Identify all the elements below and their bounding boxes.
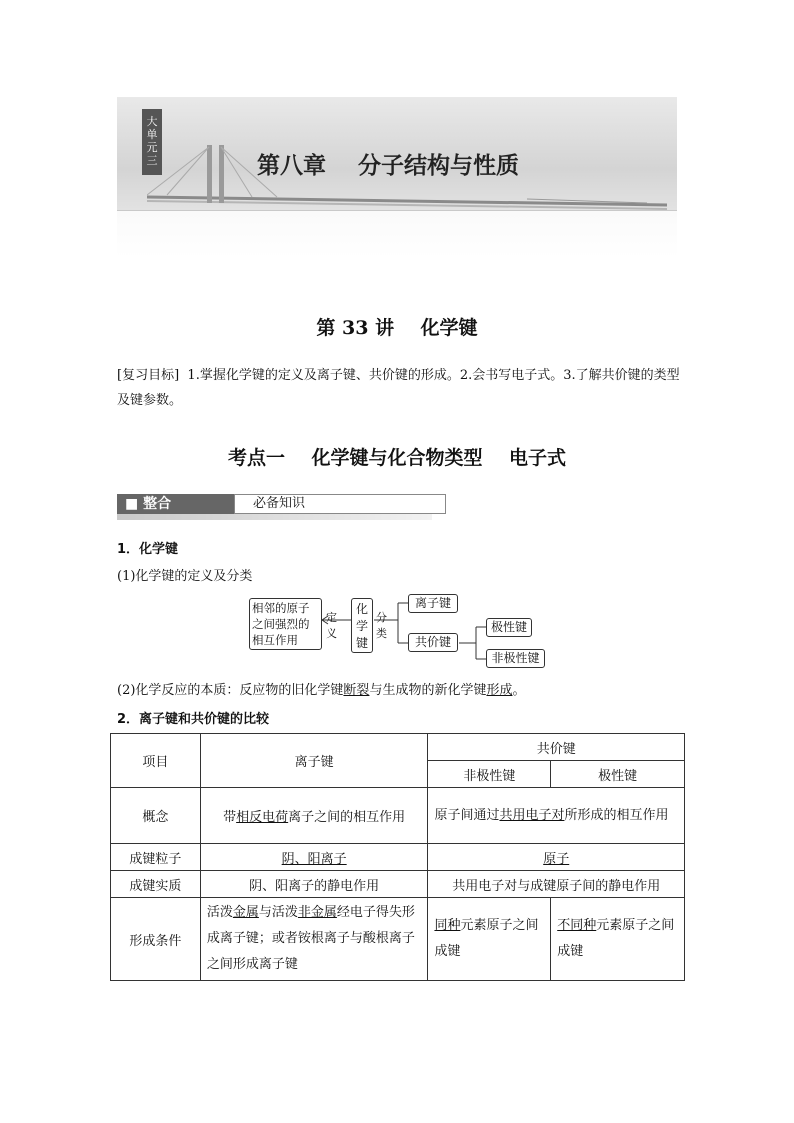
cond-ionic-a: 活泼 <box>206 905 233 920</box>
cond-ionic-b: 与活泼 <box>258 905 298 920</box>
section-shade <box>117 514 432 520</box>
cond-polar-u: 不同种 <box>557 918 597 933</box>
heading-comparison: 2．离子键和共价键的比较 <box>117 712 270 727</box>
concept-cov-pre: 原子间通过 <box>434 807 500 823</box>
unit-tag: 大单元三 <box>142 109 162 175</box>
heading-chemical-bond: 1．化学键 <box>117 542 179 557</box>
objective-text: 1.掌握化学键的定义及离子键、共价键的形成。2.会书写电子式。3.了解共价键的类型及键参数。 <box>117 368 680 408</box>
concept-covalent <box>428 788 685 844</box>
header-covalent: 共价键 <box>428 734 685 761</box>
lecture-title: 第 33 讲 化学键 <box>316 317 478 339</box>
concept-cov-post: 所形成的相互作用 <box>564 807 669 823</box>
cond-ionic-c: 经电子得失形成离子键；或者铵根离子与酸根离子之间形成离子键 <box>206 905 415 972</box>
essence-label: 成键实质 <box>111 871 201 898</box>
point-title: 考点一 化学键与化合物类型 电子式 <box>228 447 566 469</box>
cond-nonpolar-post: 元素原子之间成键 <box>434 918 539 959</box>
ionic-bond-box: 离子键 <box>408 594 458 613</box>
concept-ionic-u: 相反电荷 <box>236 810 289 825</box>
essence-mid: 与生成物的新化学键 <box>369 683 487 698</box>
cond-polar-post: 元素原子之间成键 <box>557 918 675 959</box>
concept-ionic-post: 离子之间的相互作用 <box>288 810 406 825</box>
covalent-bond-box: 共价键 <box>408 633 458 652</box>
comparison-table <box>110 733 685 981</box>
essence-break: 断裂 <box>343 683 370 698</box>
particles-covalent: 原子 <box>428 844 685 871</box>
polar-bond-box: 极性键 <box>486 618 532 637</box>
particles-ionic: 阴、阳离子 <box>200 844 428 871</box>
banner-band <box>117 210 677 257</box>
section-label: 必备知识 <box>234 494 446 514</box>
condition-label: 形成条件 <box>111 898 201 981</box>
concept-ionic <box>200 788 428 844</box>
chemical-bond-box: 化学键 <box>351 598 373 653</box>
chapter-title: 第八章 分子结构与性质 <box>257 153 520 179</box>
condition-polar <box>551 898 685 981</box>
definition-label: 定义 <box>326 611 337 640</box>
condition-ionic <box>200 898 428 981</box>
particles-label: 成键粒子 <box>111 844 201 871</box>
condition-nonpolar <box>428 898 551 981</box>
definition-box: 相邻的原子之间强烈的相互作用 <box>249 598 322 650</box>
table-row <box>111 898 685 981</box>
essence-suffix: 。 <box>512 683 526 698</box>
cond-ionic-u1: 金属 <box>232 905 259 920</box>
section-bar <box>117 494 432 520</box>
header-nonpolar: 非极性键 <box>428 761 551 788</box>
essence-form: 形成 <box>486 683 513 698</box>
cond-nonpolar-u: 同种 <box>434 918 461 933</box>
table-row <box>111 844 685 871</box>
header-ionic: 离子键 <box>200 734 428 788</box>
cond-ionic-u2: 非金属 <box>297 905 337 920</box>
section-tag: ■ 整合 <box>117 494 234 514</box>
concept-cov-u: 共用电子对 <box>499 807 565 823</box>
sub-definition-classification: (1)化学键的定义及分类 <box>117 569 253 584</box>
concept-label: 概念 <box>111 788 201 844</box>
header-polar: 极性键 <box>551 761 685 788</box>
objective-label: [复习目标] <box>117 368 180 383</box>
review-objectives <box>117 363 682 413</box>
reaction-essence <box>117 679 525 698</box>
chapter-banner <box>117 97 677 257</box>
essence-covalent: 共用电子对与成键原子间的静电作用 <box>428 871 685 898</box>
header-item: 项目 <box>111 734 201 788</box>
nonpolar-bond-box: 非极性键 <box>486 649 545 668</box>
table-row <box>111 871 685 898</box>
table-row <box>111 788 685 844</box>
essence-ionic: 阴、阳离子的静电作用 <box>200 871 428 898</box>
essence-prefix: (2)化学反应的本质：反应物的旧化学键 <box>117 683 344 698</box>
concept-ionic-pre: 带 <box>223 810 237 825</box>
table-row <box>111 734 685 761</box>
classify-label: 分类 <box>376 611 387 640</box>
